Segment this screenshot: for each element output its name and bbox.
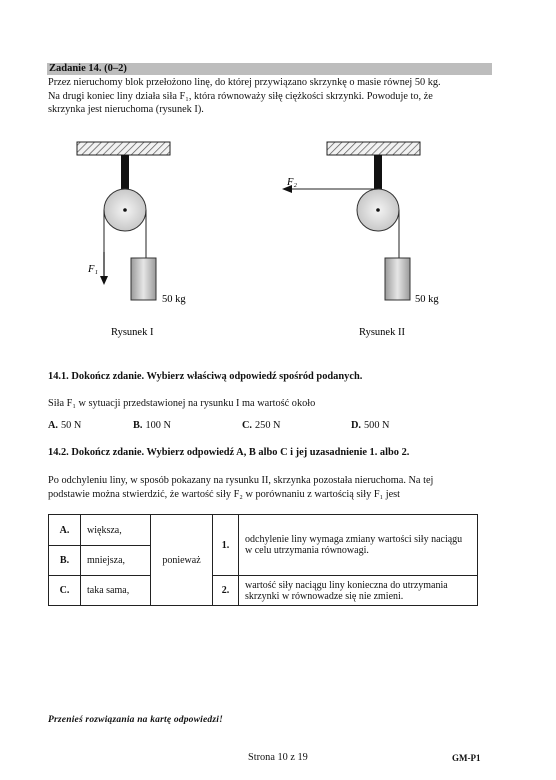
q1-text: Siła F₁ w sytuacji przedstawionej na rysunku I ma wartość około bbox=[48, 398, 316, 409]
option-c-letter[interactable]: C. bbox=[49, 576, 81, 606]
q1-option-a[interactable]: A. 50 N bbox=[48, 420, 82, 431]
option-b-letter[interactable]: B. bbox=[49, 546, 81, 576]
option-a-text[interactable]: większa, bbox=[81, 515, 151, 546]
figure-1 bbox=[77, 142, 170, 300]
q2-heading: 14.2. Dokończ zdanie. Wybierz odpowiedź A, B albo C i jej uzasadnienie 1. albo 2. bbox=[48, 447, 410, 458]
intro-line-3: skrzynka jest nieruchoma (rysunek I). bbox=[48, 104, 204, 115]
caption-2: Rysunek II bbox=[359, 327, 405, 338]
option-b-text[interactable]: mniejsza, bbox=[81, 546, 151, 576]
answer-table bbox=[48, 514, 478, 606]
option-a-letter[interactable]: A. bbox=[49, 515, 81, 546]
q1-option-d[interactable]: D. 500 N bbox=[351, 420, 390, 431]
crate-1 bbox=[131, 258, 156, 300]
pulley-figures bbox=[0, 130, 556, 350]
intro-line-1: Przez nieruchomy blok przełożono linę, do której przywiązano skrzynkę o masie równej 50 kg. bbox=[48, 77, 441, 88]
option-c-text[interactable]: taka sama, bbox=[81, 576, 151, 606]
q1-heading: 14.1. Dokończ zdanie. Wybierz właściwą odpowiedź spośród podanych. bbox=[48, 371, 363, 382]
mass-label-1: 50 kg bbox=[162, 294, 186, 305]
reason-1-text[interactable]: odchylenie liny wymaga zmiany wartości siły naciągu w celu utrzymania równowagi. bbox=[239, 515, 478, 576]
task-intro bbox=[48, 76, 494, 117]
f1-label: F₁ bbox=[88, 264, 99, 275]
q1-option-c[interactable]: C. 250 N bbox=[242, 420, 281, 431]
intro-line-2: Na drugi koniec liny działa siła F₁, która równoważy siłę ciężkości skrzynki. Powoduje to, że bbox=[48, 90, 433, 102]
q1-option-b[interactable]: B. 100 N bbox=[133, 420, 171, 431]
transfer-note: Przenieś rozwiązania na kartę odpowiedzi! bbox=[48, 715, 224, 725]
exam-code: GM-P1 bbox=[452, 753, 481, 763]
figure-2 bbox=[282, 142, 420, 300]
reason-2-text[interactable]: wartość siły naciągu liny konieczna do utrzymania skrzynki w równowadze się nie zmieni. bbox=[239, 576, 478, 606]
ceiling-2 bbox=[327, 142, 420, 155]
task-title: Zadanie 14. (0–2) bbox=[49, 63, 127, 74]
caption-1: Rysunek I bbox=[111, 327, 154, 338]
q2-text-line-1: Po odchyleniu liny, w sposób pokazany na rysunku II, skrzynka pozostała nieruchoma. Na tej bbox=[48, 475, 434, 486]
reason-1-number[interactable]: 1. bbox=[213, 515, 239, 576]
q2-text-line-2: podstawie można stwierdzić, że wartość siły F₂ w porównaniu z wartością siły F₁ jest bbox=[48, 488, 401, 500]
q2-text bbox=[48, 474, 494, 501]
page-number: Strona 10 z 19 bbox=[248, 752, 308, 763]
mass-label-2: 50 kg bbox=[415, 294, 439, 305]
reason-2-number[interactable]: 2. bbox=[213, 576, 239, 606]
f2-label: F₂ bbox=[287, 177, 298, 188]
crate-2 bbox=[385, 258, 410, 300]
ceiling-1 bbox=[77, 142, 170, 155]
because-cell: ponieważ bbox=[151, 515, 213, 606]
